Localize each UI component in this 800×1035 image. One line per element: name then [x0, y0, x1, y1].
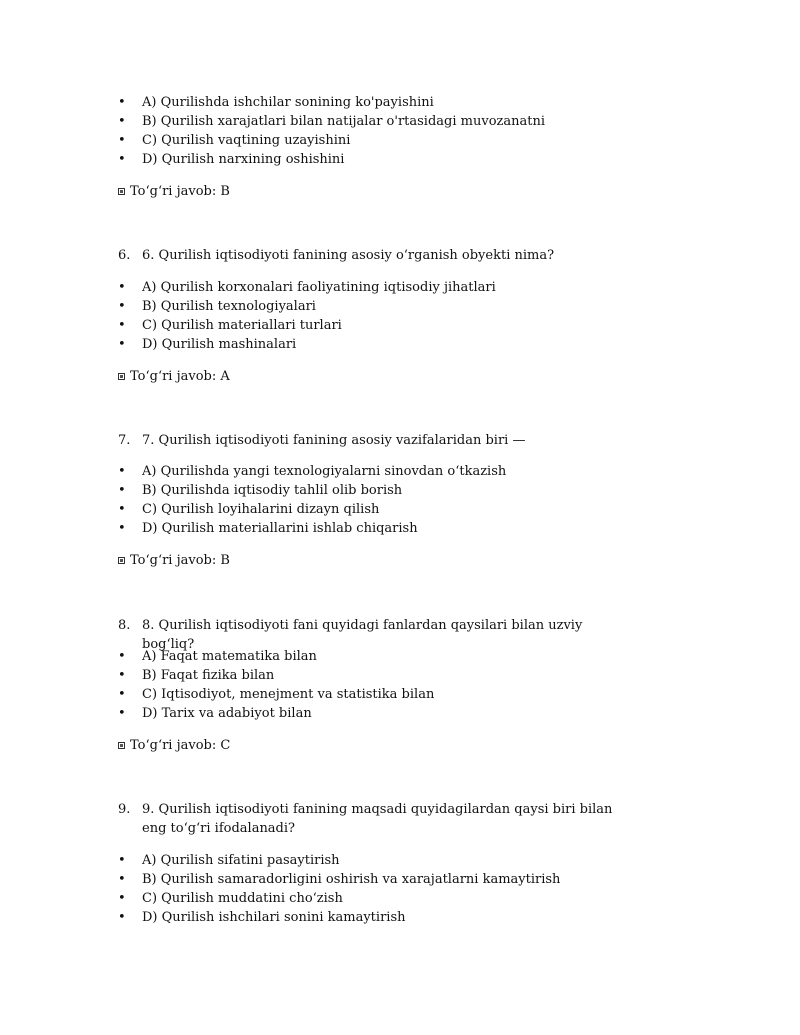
bullet: • — [118, 891, 126, 906]
answer-text: To‘g‘ri javob: B — [130, 184, 230, 199]
bullet: • — [118, 706, 126, 721]
option-d: D) Qurilish narxining oshishini — [142, 152, 345, 167]
bullet: • — [118, 910, 126, 925]
question-text: 8. Qurilish iqtisodiyoti fani quyidagi fanlardan qaysilari bilan uzviy bog‘liq? — [142, 618, 583, 652]
answer-line — [118, 736, 230, 755]
bullet: • — [118, 649, 126, 664]
option-b: B) Qurilish texnologiyalari — [142, 299, 316, 314]
option-d: D) Qurilish ishchilari sonini kamaytirish — [142, 910, 406, 925]
bullet: • — [118, 521, 126, 536]
bullet: • — [118, 133, 126, 148]
bullet: • — [118, 95, 126, 110]
bullet: • — [118, 318, 126, 333]
option-d: D) Tarix va adabiyot bilan — [142, 706, 312, 721]
option-a: A) Qurilish korxonalari faoliyatining iqtisodiy jihatlari — [142, 280, 496, 295]
bullet: • — [118, 872, 126, 887]
checkbox-icon — [118, 373, 125, 380]
option-b: B) Qurilish xarajatlari bilan natijalar o'rtasidagi muvozanatni — [142, 114, 545, 129]
option-d: D) Qurilish materiallarini ishlab chiqarish — [142, 521, 418, 536]
answer-line — [118, 182, 230, 201]
question-number: 7. — [118, 433, 131, 448]
option-b: B) Qurilishda iqtisodiy tahlil olib borish — [142, 483, 403, 498]
question-text: 9. Qurilish iqtisodiyoti fanining maqsadi quyidagilardan qaysi biri bilan eng to‘g‘ri ifodalanadi? — [142, 802, 613, 836]
bullet: • — [118, 114, 126, 129]
option-a: A) Qurilishda ishchilar sonining ko'payishini — [142, 95, 434, 110]
bullet: • — [118, 152, 126, 167]
bullet: • — [118, 502, 126, 517]
bullet: • — [118, 687, 126, 702]
question-number: 8. — [118, 618, 131, 633]
answer-text: To‘g‘ri javob: A — [130, 369, 230, 384]
answer-text: To‘g‘ri javob: B — [130, 553, 230, 568]
bullet: • — [118, 853, 126, 868]
bullet: • — [118, 464, 126, 479]
question-number: 6. — [118, 248, 131, 263]
answer-line — [118, 551, 230, 570]
bullet: • — [118, 280, 126, 295]
question-number: 9. — [118, 802, 131, 817]
question-6 — [118, 246, 638, 265]
checkbox-icon — [118, 188, 125, 195]
option-d: D) Qurilish mashinalari — [142, 337, 297, 352]
bullet: • — [118, 299, 126, 314]
answer-line — [118, 367, 230, 386]
question-9 — [118, 800, 638, 838]
option-c: C) Iqtisodiyot, menejment va statistika bilan — [142, 687, 435, 702]
question-8 — [118, 616, 638, 652]
question-text: 6. Qurilish iqtisodiyoti fanining asosiy o‘rganish obyekti nima? — [142, 248, 555, 263]
checkbox-icon — [118, 557, 125, 564]
bullet: • — [118, 668, 126, 683]
option-a: A) Qurilishda yangi texnologiyalarni sinovdan o‘tkazish — [142, 464, 507, 479]
option-c: C) Qurilish vaqtining uzayishini — [142, 133, 351, 148]
option-a: A) Qurilish sifatini pasaytirish — [142, 853, 340, 868]
question-text: 7. Qurilish iqtisodiyoti fanining asosiy vazifalaridan biri — — [142, 433, 526, 448]
option-b: B) Faqat fizika bilan — [142, 668, 275, 683]
option-c: C) Qurilish muddatini cho‘zish — [142, 891, 343, 906]
bullet: • — [118, 483, 126, 498]
option-c: C) Qurilish loyihalarini dizayn qilish — [142, 502, 380, 517]
option-a: A) Faqat matematika bilan — [142, 649, 317, 664]
question-7 — [118, 431, 638, 450]
checkbox-icon — [118, 742, 125, 749]
bullet: • — [118, 337, 126, 352]
option-c: C) Qurilish materiallari turlari — [142, 318, 342, 333]
option-b: B) Qurilish samaradorligini oshirish va xarajatlarni kamaytirish — [142, 872, 561, 887]
answer-text: To‘g‘ri javob: C — [130, 738, 231, 753]
